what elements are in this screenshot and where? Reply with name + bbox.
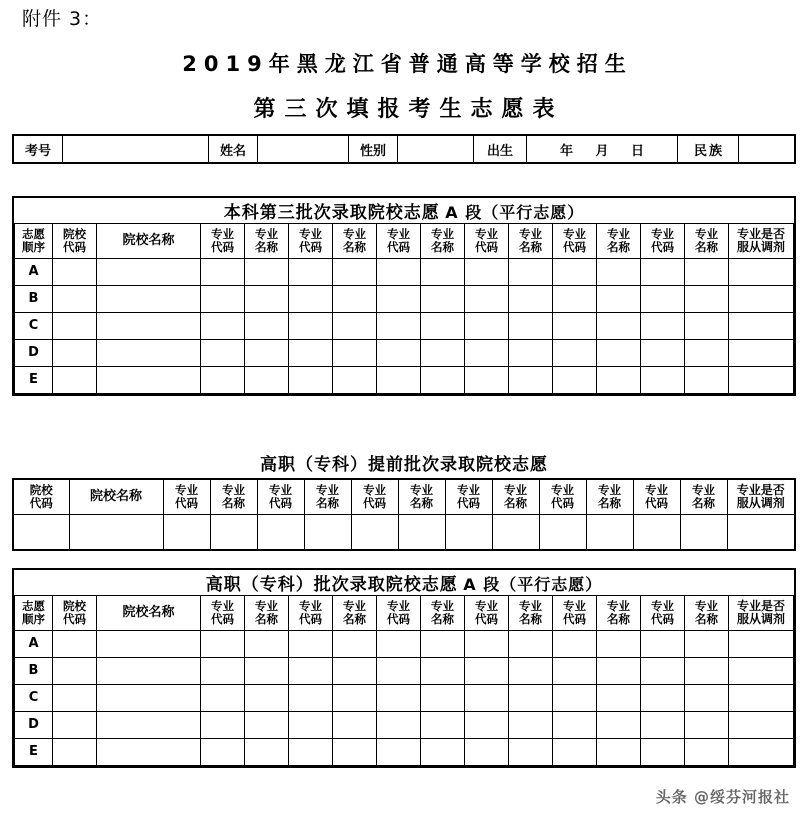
cell-major-name-3[interactable] <box>421 739 465 766</box>
section-heading-line-1: 高职（专科）批次录取院校志愿 <box>205 575 458 595</box>
cell-major-code-5[interactable] <box>553 286 597 313</box>
cell-obey-adjustment[interactable] <box>729 658 794 685</box>
cell-major-name-4[interactable] <box>509 340 553 367</box>
row-label: A <box>15 259 53 286</box>
cell-major-code-1[interactable] <box>201 685 245 712</box>
cell-major-name-2[interactable] <box>333 367 377 394</box>
cell-major-name-3[interactable] <box>421 259 465 286</box>
table-row <box>15 658 794 685</box>
cell-major-name-4[interactable] <box>509 658 553 685</box>
cell-major-name-5[interactable] <box>597 286 641 313</box>
cell-major-code-1[interactable] <box>201 739 245 766</box>
section-benke-third-batch <box>12 196 796 396</box>
header-major-name-5: 专业 名称 <box>597 596 641 631</box>
header-order: 志愿 顺序 <box>15 596 53 631</box>
cell-major-name-1[interactable] <box>245 658 289 685</box>
cell-major-code-6[interactable] <box>641 685 685 712</box>
table-row <box>15 739 794 766</box>
cell-school-code[interactable] <box>53 658 97 685</box>
cell-major-code-1[interactable] <box>201 313 245 340</box>
cell-major-name-2[interactable] <box>333 259 377 286</box>
cell-major-code-2[interactable] <box>289 631 333 658</box>
cell-major-name-5[interactable] <box>597 712 641 739</box>
cell-school-code[interactable] <box>53 367 97 394</box>
header-major-name-2: 专业 名称 <box>304 479 351 515</box>
cell-major-code-2[interactable] <box>289 286 333 313</box>
table-gaozhi-batch <box>14 595 794 766</box>
header-school-name: 院校名称 <box>69 479 163 515</box>
field-exam-number[interactable] <box>63 135 209 163</box>
cell-major-code-5[interactable] <box>553 259 597 286</box>
cell-major-code-1[interactable] <box>201 340 245 367</box>
table-row <box>15 631 794 658</box>
cell-obey-adjustment[interactable] <box>729 340 794 367</box>
row-label: E <box>15 367 53 394</box>
cell-obey-adjustment[interactable] <box>729 259 794 286</box>
cell-major-name-1[interactable] <box>245 259 289 286</box>
cell-major-name-2[interactable] <box>333 286 377 313</box>
cell-major-name-5[interactable] <box>597 367 641 394</box>
cell-major-code-1[interactable] <box>201 712 245 739</box>
cell-major-code-6[interactable] <box>641 313 685 340</box>
header-school-code: 院校 代码 <box>13 479 69 515</box>
header-major-code-3: 专业 代码 <box>351 479 398 515</box>
candidate-info-strip <box>12 134 796 164</box>
cell-major-code-5[interactable] <box>553 367 597 394</box>
cell-major-code-2[interactable] <box>289 739 333 766</box>
cell-major-code-4[interactable] <box>465 340 509 367</box>
section-gaozhi-batch <box>12 568 796 768</box>
row-label: E <box>15 739 53 766</box>
cell-major-name-3[interactable] <box>421 658 465 685</box>
header-school-code: 院校 代码 <box>53 596 97 631</box>
cell-major-code-5[interactable] <box>539 515 586 551</box>
cell-school-code[interactable] <box>53 313 97 340</box>
cell-major-code-4[interactable] <box>465 712 509 739</box>
cell-major-code-4[interactable] <box>465 739 509 766</box>
field-name[interactable] <box>258 135 349 163</box>
cell-major-code-2[interactable] <box>289 685 333 712</box>
cell-obey-adjustment[interactable] <box>727 515 795 551</box>
table-row <box>15 286 794 313</box>
cell-major-code-4[interactable] <box>465 259 509 286</box>
cell-major-code-4[interactable] <box>465 367 509 394</box>
cell-major-name-5[interactable] <box>597 658 641 685</box>
cell-major-name-2[interactable] <box>333 313 377 340</box>
label-gender: 性别 <box>349 135 398 163</box>
cell-school-code[interactable] <box>53 685 97 712</box>
field-ethnicity[interactable] <box>739 135 796 163</box>
header-school-name: 院校名称 <box>97 596 201 631</box>
cell-major-code-4[interactable] <box>445 515 492 551</box>
cell-major-name-1[interactable] <box>245 313 289 340</box>
header-obey-adjustment: 专业是否 服从调剂 <box>729 224 794 259</box>
cell-major-code-4[interactable] <box>465 286 509 313</box>
cell-major-code-1[interactable] <box>201 367 245 394</box>
cell-major-code-5[interactable] <box>553 658 597 685</box>
row-label: B <box>15 658 53 685</box>
cell-major-name-4[interactable] <box>509 286 553 313</box>
cell-major-name-6[interactable] <box>685 712 729 739</box>
table-row <box>15 313 794 340</box>
label-name: 姓名 <box>209 135 258 163</box>
header-major-name-2: 专业 名称 <box>333 224 377 259</box>
header-obey-adjustment: 专业是否 服从调剂 <box>729 596 794 631</box>
cell-major-name-4[interactable] <box>509 313 553 340</box>
cell-major-name-6[interactable] <box>685 259 729 286</box>
cell-major-name-6[interactable] <box>685 313 729 340</box>
cell-major-code-3[interactable] <box>351 515 398 551</box>
header-school-name: 院校名称 <box>97 224 201 259</box>
cell-major-name-2[interactable] <box>333 739 377 766</box>
header-major-code-4: 专业 代码 <box>445 479 492 515</box>
cell-major-code-2[interactable] <box>257 515 304 551</box>
cell-school-code[interactable] <box>53 286 97 313</box>
cell-major-code-6[interactable] <box>641 340 685 367</box>
cell-major-code-6[interactable] <box>633 515 680 551</box>
header-major-name-4: 专业 名称 <box>509 596 553 631</box>
table-row <box>15 340 794 367</box>
cell-major-code-1[interactable] <box>201 631 245 658</box>
cell-school-name[interactable] <box>97 367 201 394</box>
cell-school-code[interactable] <box>53 340 97 367</box>
row-label: C <box>15 313 53 340</box>
cell-major-code-6[interactable] <box>641 658 685 685</box>
table-row <box>13 515 795 551</box>
section-heading-line-2: A 段（平行志愿） <box>463 575 603 594</box>
cell-school-name[interactable] <box>97 286 201 313</box>
cell-major-name-5[interactable] <box>597 631 641 658</box>
table-row <box>15 712 794 739</box>
cell-major-name-6[interactable] <box>685 739 729 766</box>
label-exam-number: 考号 <box>13 135 63 163</box>
header-major-name-1: 专业 名称 <box>210 479 257 515</box>
label-ethnicity: 民族 <box>678 135 739 163</box>
cell-school-name[interactable] <box>97 313 201 340</box>
watermark: 头条 @绥芬河报社 <box>655 788 790 806</box>
cell-major-code-2[interactable] <box>289 712 333 739</box>
header-major-code-5: 专业 代码 <box>539 479 586 515</box>
cell-obey-adjustment[interactable] <box>729 631 794 658</box>
cell-major-code-6[interactable] <box>641 739 685 766</box>
cell-major-name-6[interactable] <box>685 631 729 658</box>
header-major-name-5: 专业 名称 <box>597 224 641 259</box>
section-gaozhi-advance-batch <box>12 478 796 551</box>
header-major-name-1: 专业 名称 <box>245 224 289 259</box>
cell-major-name-1[interactable] <box>245 712 289 739</box>
cell-school-name[interactable] <box>97 712 201 739</box>
cell-obey-adjustment[interactable] <box>729 313 794 340</box>
cell-major-name-6[interactable] <box>680 515 727 551</box>
document-title-line-1: 2019年黑龙江省普通高等学校招生 <box>182 52 633 76</box>
row-label: B <box>15 286 53 313</box>
row-label: A <box>15 631 53 658</box>
cell-major-code-2[interactable] <box>289 367 333 394</box>
header-major-name-6: 专业 名称 <box>685 596 729 631</box>
cell-major-code-2[interactable] <box>289 340 333 367</box>
cell-major-name-1[interactable] <box>245 367 289 394</box>
cell-major-code-5[interactable] <box>553 631 597 658</box>
cell-school-name[interactable] <box>97 739 201 766</box>
cell-major-name-3[interactable] <box>421 340 465 367</box>
cell-major-name-6[interactable] <box>685 685 729 712</box>
cell-major-name-2[interactable] <box>333 340 377 367</box>
header-major-code-1: 专业 代码 <box>201 224 245 259</box>
cell-major-code-3[interactable] <box>377 340 421 367</box>
header-major-code-5: 专业 代码 <box>553 224 597 259</box>
cell-major-code-3[interactable] <box>377 259 421 286</box>
cell-major-name-3[interactable] <box>421 313 465 340</box>
header-major-code-6: 专业 代码 <box>641 224 685 259</box>
table-header-row <box>15 224 794 259</box>
cell-major-name-6[interactable] <box>685 367 729 394</box>
cell-major-code-3[interactable] <box>377 286 421 313</box>
header-order: 志愿 顺序 <box>15 224 53 259</box>
cell-major-code-4[interactable] <box>465 658 509 685</box>
header-major-code-1: 专业 代码 <box>163 479 210 515</box>
cell-major-code-4[interactable] <box>465 685 509 712</box>
cell-major-name-5[interactable] <box>586 515 633 551</box>
cell-school-code[interactable] <box>53 739 97 766</box>
cell-major-name-4[interactable] <box>509 367 553 394</box>
header-major-name-2: 专业 名称 <box>333 596 377 631</box>
field-birthdate[interactable]: 年 月 日 <box>527 135 678 163</box>
cell-major-name-1[interactable] <box>245 739 289 766</box>
cell-major-name-1[interactable] <box>210 515 257 551</box>
header-major-code-2: 专业 代码 <box>289 224 333 259</box>
cell-major-name-6[interactable] <box>685 340 729 367</box>
cell-major-code-2[interactable] <box>289 313 333 340</box>
header-major-name-6: 专业 名称 <box>680 479 727 515</box>
cell-major-code-3[interactable] <box>377 313 421 340</box>
header-major-name-5: 专业 名称 <box>586 479 633 515</box>
cell-school-name[interactable] <box>97 658 201 685</box>
cell-major-name-6[interactable] <box>685 286 729 313</box>
header-major-code-5: 专业 代码 <box>553 596 597 631</box>
cell-school-name[interactable] <box>97 631 201 658</box>
cell-major-code-5[interactable] <box>553 313 597 340</box>
cell-major-code-5[interactable] <box>553 739 597 766</box>
cell-major-code-1[interactable] <box>201 286 245 313</box>
section-heading-line-2: A 段（平行志愿） <box>445 203 585 222</box>
document-title-line-2: 第三次填报考生志愿表 <box>253 97 564 122</box>
cell-major-name-5[interactable] <box>597 313 641 340</box>
cell-major-name-3[interactable] <box>421 685 465 712</box>
cell-major-name-3[interactable] <box>421 286 465 313</box>
cell-major-code-3[interactable] <box>377 685 421 712</box>
header-major-name-4: 专业 名称 <box>509 224 553 259</box>
header-major-code-6: 专业 代码 <box>633 479 680 515</box>
header-major-code-2: 专业 代码 <box>257 479 304 515</box>
table-row <box>15 685 794 712</box>
row-label: D <box>15 340 53 367</box>
cell-major-code-3[interactable] <box>377 658 421 685</box>
cell-school-code[interactable] <box>53 712 97 739</box>
cell-major-code-4[interactable] <box>465 631 509 658</box>
cell-major-name-4[interactable] <box>509 259 553 286</box>
section-heading-gaozhi-advance-batch: 高职（专科）提前批次录取院校志愿 <box>260 455 548 475</box>
cell-major-name-5[interactable] <box>597 259 641 286</box>
cell-obey-adjustment[interactable] <box>729 712 794 739</box>
cell-major-name-4[interactable] <box>509 712 553 739</box>
cell-major-code-3[interactable] <box>377 631 421 658</box>
header-major-code-3: 专业 代码 <box>377 224 421 259</box>
cell-school-name[interactable] <box>97 340 201 367</box>
table-header-row <box>15 596 794 631</box>
cell-major-name-5[interactable] <box>597 340 641 367</box>
cell-major-code-3[interactable] <box>377 712 421 739</box>
cell-major-code-2[interactable] <box>289 658 333 685</box>
row-label: D <box>15 712 53 739</box>
table-benke-third-batch <box>14 223 794 394</box>
header-major-code-2: 专业 代码 <box>289 596 333 631</box>
cell-major-code-6[interactable] <box>641 631 685 658</box>
field-gender[interactable] <box>398 135 474 163</box>
label-birthdate: 出生 <box>474 135 527 163</box>
cell-major-name-2[interactable] <box>333 658 377 685</box>
cell-obey-adjustment[interactable] <box>729 286 794 313</box>
cell-obey-adjustment[interactable] <box>729 367 794 394</box>
table-gaozhi-advance-batch <box>12 478 796 551</box>
header-major-code-4: 专业 代码 <box>465 224 509 259</box>
header-major-name-3: 专业 名称 <box>421 596 465 631</box>
attachment-label: 附件 3： <box>22 8 103 30</box>
table-row <box>15 367 794 394</box>
cell-major-code-4[interactable] <box>465 313 509 340</box>
header-obey-adjustment: 专业是否 服从调剂 <box>727 479 795 515</box>
cell-major-name-5[interactable] <box>597 739 641 766</box>
header-major-name-6: 专业 名称 <box>685 224 729 259</box>
cell-school-name[interactable] <box>97 685 201 712</box>
cell-major-code-5[interactable] <box>553 712 597 739</box>
cell-school-name[interactable] <box>69 515 163 551</box>
cell-major-name-2[interactable] <box>333 712 377 739</box>
header-school-code: 院校 代码 <box>53 224 97 259</box>
cell-major-name-4[interactable] <box>492 515 539 551</box>
cell-major-code-1[interactable] <box>201 259 245 286</box>
header-major-name-3: 专业 名称 <box>398 479 445 515</box>
header-major-code-1: 专业 代码 <box>201 596 245 631</box>
cell-major-name-5[interactable] <box>597 685 641 712</box>
cell-obey-adjustment[interactable] <box>729 739 794 766</box>
cell-major-code-3[interactable] <box>377 367 421 394</box>
table-header-row <box>13 479 795 515</box>
cell-major-name-1[interactable] <box>245 685 289 712</box>
cell-major-code-6[interactable] <box>641 367 685 394</box>
cell-school-code[interactable] <box>53 259 97 286</box>
cell-major-name-2[interactable] <box>304 515 351 551</box>
cell-major-code-5[interactable] <box>553 340 597 367</box>
header-major-name-1: 专业 名称 <box>245 596 289 631</box>
section-heading-benke-third-batch <box>14 198 794 223</box>
cell-school-code[interactable] <box>53 631 97 658</box>
header-major-code-6: 专业 代码 <box>641 596 685 631</box>
cell-major-name-3[interactable] <box>398 515 445 551</box>
cell-major-code-5[interactable] <box>553 685 597 712</box>
cell-major-name-1[interactable] <box>245 340 289 367</box>
cell-major-name-4[interactable] <box>509 631 553 658</box>
cell-major-code-6[interactable] <box>641 259 685 286</box>
cell-major-name-2[interactable] <box>333 685 377 712</box>
header-major-name-4: 专业 名称 <box>492 479 539 515</box>
cell-school-code[interactable] <box>13 515 69 551</box>
cell-major-name-1[interactable] <box>245 286 289 313</box>
row-label: C <box>15 685 53 712</box>
cell-major-name-4[interactable] <box>509 685 553 712</box>
section-heading-line-1: 本科第三批次录取院校志愿 <box>223 203 440 223</box>
table-row <box>15 259 794 286</box>
header-major-code-4: 专业 代码 <box>465 596 509 631</box>
cell-major-name-2[interactable] <box>333 631 377 658</box>
cell-school-name[interactable] <box>97 259 201 286</box>
cell-major-code-1[interactable] <box>201 658 245 685</box>
header-major-name-3: 专业 名称 <box>421 224 465 259</box>
cell-major-code-3[interactable] <box>377 739 421 766</box>
cell-obey-adjustment[interactable] <box>729 685 794 712</box>
header-major-code-3: 专业 代码 <box>377 596 421 631</box>
candidate-info-row <box>13 135 795 163</box>
cell-major-code-1[interactable] <box>163 515 210 551</box>
cell-major-name-3[interactable] <box>421 631 465 658</box>
section-heading-gaozhi-batch <box>14 570 794 595</box>
cell-major-code-6[interactable] <box>641 286 685 313</box>
cell-major-code-2[interactable] <box>289 259 333 286</box>
cell-major-name-3[interactable] <box>421 712 465 739</box>
cell-major-code-6[interactable] <box>641 712 685 739</box>
cell-major-name-3[interactable] <box>421 367 465 394</box>
cell-major-name-4[interactable] <box>509 739 553 766</box>
cell-major-name-6[interactable] <box>685 658 729 685</box>
cell-major-name-1[interactable] <box>245 631 289 658</box>
